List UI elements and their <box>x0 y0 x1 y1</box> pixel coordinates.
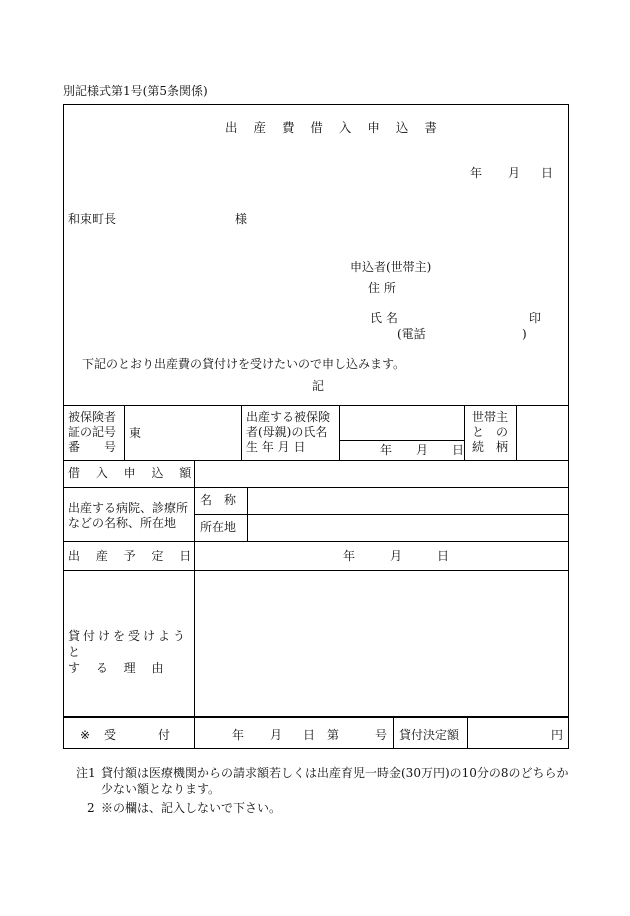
phone-close: ) <box>522 327 527 341</box>
receipt-no-prefix: 第 <box>327 728 340 742</box>
mother-label: 出産する被保険 者(母親)の氏名 生 年 月 日 <box>246 410 331 454</box>
applicant-name-label: 氏 名 <box>370 311 398 325</box>
relation-label: 世帯主 と の 続 柄 <box>472 410 509 454</box>
addressee-suffix: 様 <box>235 212 248 226</box>
birth-year-label: 年 <box>380 443 393 457</box>
due-date-label: 出 産 予 定 日 <box>68 549 198 563</box>
receipt-month-label: 月 <box>270 728 283 742</box>
loan-amount-label: 借 入 申 込 額 <box>68 466 198 480</box>
form-id: 別記様式第1号(第5条関係) <box>63 84 208 98</box>
receipt-day-label: 日 <box>303 728 316 742</box>
receipt-v2 <box>393 716 394 749</box>
label-column-line <box>194 460 195 716</box>
hospital-address-label: 所在地 <box>200 520 237 534</box>
birth-month-label: 月 <box>416 443 429 457</box>
note-1-continuation: 少ない額となります。 <box>101 782 221 796</box>
row4-bottom-line <box>63 570 569 571</box>
due-year-label: 年 <box>343 549 356 563</box>
application-year-label: 年 <box>470 166 483 180</box>
applicant-address-label: 住 所 <box>368 281 396 295</box>
mother-name-divider <box>339 440 464 441</box>
insured-number-value: 東 <box>129 426 142 440</box>
hospital-sublabel-line <box>247 487 248 541</box>
insured-label: 被保険者 証の記号 番 号 <box>68 410 117 454</box>
row1-v2 <box>241 405 242 460</box>
seal-mark: 印 <box>529 311 542 325</box>
row1-v4 <box>464 405 465 460</box>
receipt-no-suffix: 号 <box>375 728 388 742</box>
note-1-text: 貸付額は医療機関からの請求額若しくは出産育児一時金(30万円)の10分の8のどちらか <box>101 766 569 780</box>
hospital-name-label: 名 称 <box>200 493 237 507</box>
addressee-name: 和束町長 <box>68 212 117 226</box>
receipt-year-label: 年 <box>232 728 245 742</box>
application-day-label: 日 <box>541 166 554 180</box>
row1-v1 <box>124 405 125 460</box>
note-2-number: 2 <box>87 801 95 815</box>
reason-label: 貸付けを受けようと す る 理 由 <box>68 629 189 675</box>
row3-bottom-line <box>63 541 569 542</box>
applicant-heading: 申込者(世帯主) <box>350 260 432 274</box>
receipt-v3 <box>467 716 468 749</box>
row2-bottom-line <box>63 487 569 488</box>
due-month-label: 月 <box>390 549 403 563</box>
receipt-label: 受 付 <box>104 728 177 742</box>
receipt-top-line <box>63 716 569 718</box>
note-1-number: 注1 <box>76 766 96 780</box>
note-2-text: ※の欄は、記入しないで下さい。 <box>101 801 282 815</box>
receipt-v1 <box>194 716 195 749</box>
hospital-label: 出産する病院、診療所 などの名称、所在地 <box>68 501 189 530</box>
table-top-line <box>63 405 569 406</box>
application-month-label: 月 <box>508 166 521 180</box>
yen-unit: 円 <box>551 728 564 742</box>
request-text: 下記のとおり出産費の貸付けを受けたいので申し込みます。 <box>82 357 406 371</box>
receipt-mark: ※ <box>80 728 91 742</box>
row1-v3 <box>339 405 340 460</box>
form-title: 出 産 費 借 入 申 込 書 <box>225 120 443 135</box>
due-day-label: 日 <box>437 549 450 563</box>
decision-amount-label: 貸付決定額 <box>399 728 460 742</box>
row1-v5 <box>516 405 517 460</box>
row1-bottom-line <box>63 460 569 461</box>
birth-day-label: 日 <box>452 443 465 457</box>
hospital-divider <box>195 514 569 515</box>
phone-open: (電話 <box>397 327 426 341</box>
ki-label: 記 <box>312 379 325 393</box>
